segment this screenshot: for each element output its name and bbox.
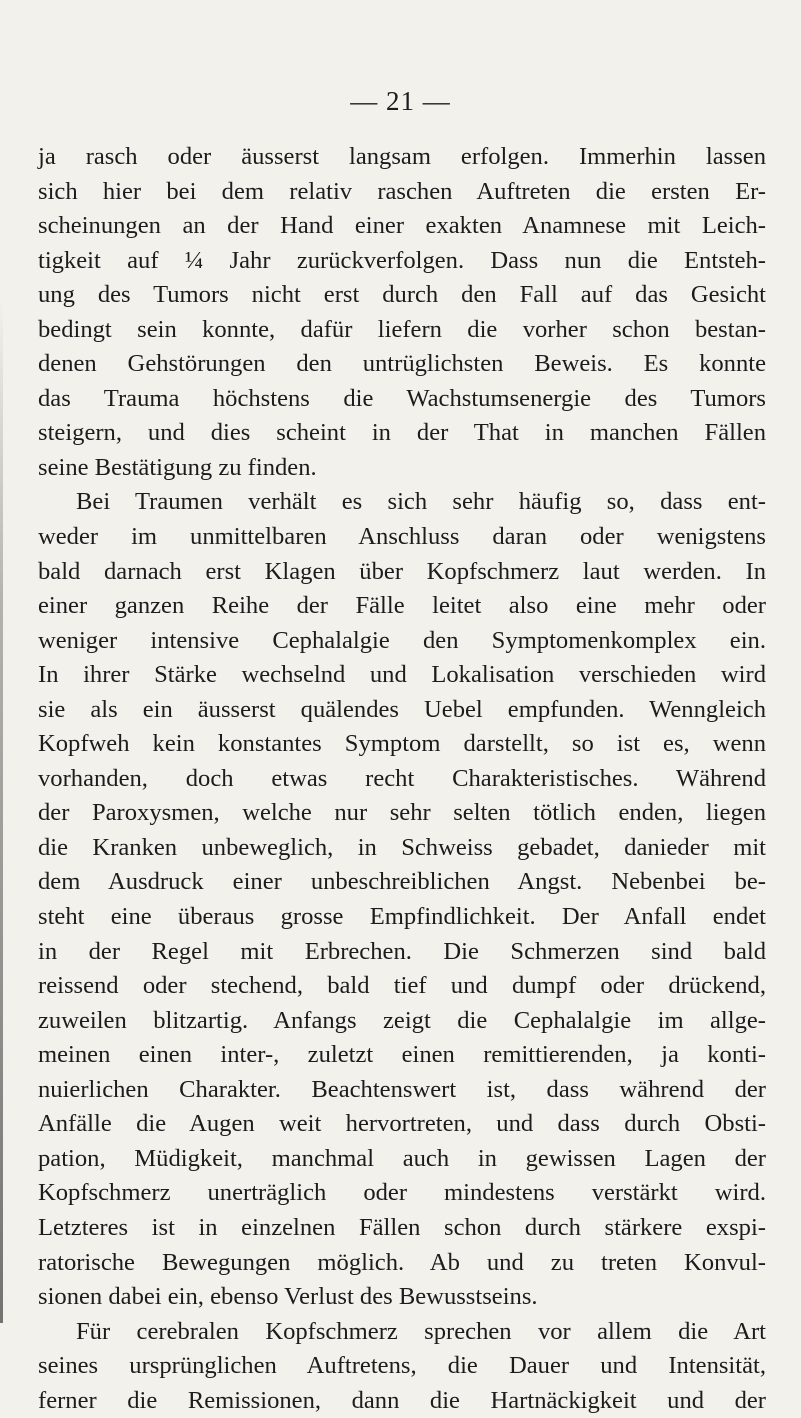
text-line: Anfälle die Augen weit hervortreten, und dass durch Obsti-	[38, 1110, 766, 1138]
text-line: ferner die Remissionen, dann die Hartnäckigkeit und der	[38, 1386, 766, 1414]
text-line: tigkeit auf ¼ Jahr zurückverfolgen. Dass nun die Entsteh-	[38, 246, 766, 274]
text-line: Kopfweh kein konstantes Symptom darstellt, so ist es, wenn	[38, 730, 766, 758]
text-line: meinen einen inter-, zuletzt einen remittierenden, ja konti-	[38, 1041, 766, 1069]
text-line: bedingt sein konnte, dafür liefern die vorher schon bestan-	[38, 315, 766, 343]
body-text	[38, 140, 766, 1418]
text-line: scheinungen an der Hand einer exakten Anamnese mit Leich-	[38, 212, 766, 240]
scan-shadow-edge	[0, 300, 3, 1323]
text-line: das Trauma höchstens die Wachstumsenergie des Tumors	[38, 384, 766, 412]
text-line: nuierlichen Charakter. Beachtenswert ist, dass während der	[38, 1075, 766, 1103]
text-line: bald darnach erst Klagen über Kopfschmerz laut werden. In	[38, 557, 766, 585]
text-line: in der Regel mit Erbrechen. Die Schmerzen sind bald	[38, 937, 766, 965]
text-line: dem Ausdruck einer unbeschreiblichen Angst. Nebenbei be-	[38, 868, 766, 896]
text-line: zuweilen blitzartig. Anfangs zeigt die Cephalalgie im allge-	[38, 1006, 766, 1034]
text-line: der Paroxysmen, welche nur sehr selten tötlich enden, liegen	[38, 799, 766, 827]
page-number: — 21 —	[350, 86, 451, 116]
text-line: weder im unmittelbaren Anschluss daran oder wenigstens	[38, 523, 766, 551]
text-line: steigern, und dies scheint in der That in manchen Fällen	[38, 419, 766, 447]
text-line: ratorische Bewegungen möglich. Ab und zu treten Konvul-	[38, 1248, 766, 1276]
text-line: ung des Tumors nicht erst durch den Fall auf das Gesicht	[38, 281, 766, 309]
text-line: vorhanden, doch etwas recht Charakteristisches. Während	[38, 764, 766, 792]
text-line: einer ganzen Reihe der Fälle leitet also eine mehr oder	[38, 592, 766, 620]
text-line: steht eine überaus grosse Empfindlichkeit. Der Anfall endet	[38, 903, 766, 931]
text-line: seines ursprünglichen Auftretens, die Dauer und Intensität,	[38, 1352, 766, 1380]
text-line: denen Gehstörungen den untrüglichsten Beweis. Es konnte	[38, 350, 766, 378]
text-line: sionen dabei ein, ebenso Verlust des Bewusstseins.	[38, 1283, 538, 1311]
text-line: Für cerebralen Kopfschmerz sprechen vor allem die Art	[76, 1317, 766, 1345]
text-line: reissend oder stechend, bald tief und dumpf oder drückend,	[38, 972, 766, 1000]
text-line: weniger intensive Cephalalgie den Symptomenkomplex ein.	[38, 626, 766, 654]
text-line: sich hier bei dem relativ raschen Auftreten die ersten Er-	[38, 177, 766, 205]
text-line: In ihrer Stärke wechselnd und Lokalisation verschieden wird	[38, 661, 766, 689]
text-line: die Kranken unbeweglich, in Schweiss gebadet, danieder mit	[38, 833, 766, 861]
text-line: seine Bestätigung zu finden.	[38, 453, 317, 481]
text-line: Letzteres ist in einzelnen Fällen schon durch stärkere exspi-	[38, 1213, 766, 1241]
text-line: sie als ein äusserst quälendes Uebel empfunden. Wenngleich	[38, 695, 766, 723]
text-line: Kopfschmerz unerträglich oder mindestens verstärkt wird.	[38, 1179, 766, 1207]
text-line: pation, Müdigkeit, manchmal auch in gewissen Lagen der	[38, 1144, 766, 1172]
text-line: Bei Traumen verhält es sich sehr häufig so, dass ent-	[76, 488, 766, 516]
text-line: ja rasch oder äusserst langsam erfolgen. Immerhin lassen	[38, 143, 766, 170]
